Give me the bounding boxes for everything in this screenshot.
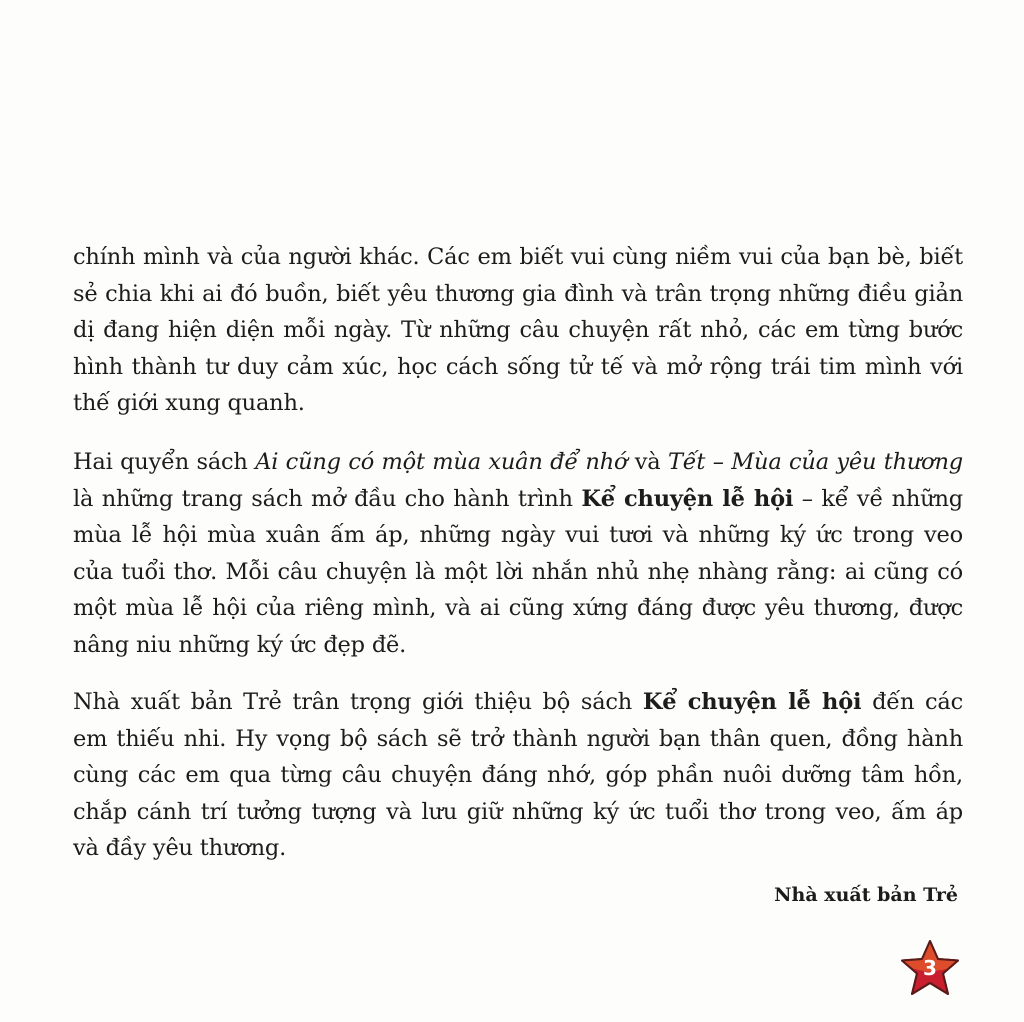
publisher-signature: Nhà xuất bản Trẻ — [774, 884, 958, 906]
text-line — [73, 481, 963, 518]
series-name: Kể chuyện lễ hội — [642, 689, 862, 715]
text-run: – kể về những — [793, 485, 963, 512]
text-line: hình thành tư duy cảm xúc, học cách sống tử tế và mở rộng trái tim mình với — [73, 353, 963, 380]
paragraph-intro-continued — [73, 239, 963, 422]
page-number-badge — [898, 938, 962, 998]
text-run: Nhà xuất bản Trẻ trân trọng giới thiệu bộ sách — [73, 689, 643, 715]
text-line: sẻ chia khi ai đó buồn, biết yêu thương gia đình và trân trọng những điều giản — [73, 280, 963, 307]
series-name: Kể chuyện lễ hội — [581, 485, 794, 512]
text-line: của tuổi thơ. Mỗi câu chuyện là một lời nhắn nhủ nhẹ nhàng rằng: ai cũng có — [73, 558, 963, 585]
page-number: 3 — [923, 956, 937, 980]
text-line: chính mình và của người khác. Các em biết vui cùng niềm vui của bạn bè, biết — [73, 244, 963, 270]
text-line: thế giới xung quanh. — [73, 390, 305, 416]
text-line: dị đang hiện diện mỗi ngày. Từ những câu chuyện rất nhỏ, các em từng bước — [73, 317, 963, 343]
paragraph-book-series — [73, 444, 963, 663]
text-run: là những trang sách mở đầu cho hành trình — [73, 485, 582, 512]
text-line: cùng các em qua từng câu chuyện đáng nhớ, góp phần nuôi dưỡng tâm hồn, — [73, 762, 963, 788]
text-line: và đầy yêu thương. — [73, 835, 287, 861]
text-run: và — [627, 449, 668, 475]
text-line — [73, 444, 963, 481]
paragraph-publisher-note — [73, 684, 963, 867]
text-line: nâng niu những ký ức đẹp đẽ. — [73, 631, 407, 658]
text-run: đến các — [861, 689, 964, 715]
text-line — [73, 684, 963, 721]
book-title-1: Ai cũng có một mùa xuân để nhớ — [255, 449, 628, 475]
text-line: mùa lễ hội mùa xuân ấm áp, những ngày vui tươi và những ký ức trong veo — [73, 522, 963, 548]
text-line: em thiếu nhi. Hy vọng bộ sách sẽ trở thành người bạn thân quen, đồng hành — [73, 725, 963, 752]
text-run: Hai quyển sách — [73, 449, 256, 475]
book-title-2: Tết – Mùa của yêu thương — [667, 449, 963, 475]
text-line: chắp cánh trí tưởng tượng và lưu giữ những ký ức tuổi thơ trong veo, ấm áp — [73, 798, 963, 825]
text-line: một mùa lễ hội của riêng mình, và ai cũng xứng đáng được yêu thương, được — [73, 595, 963, 621]
